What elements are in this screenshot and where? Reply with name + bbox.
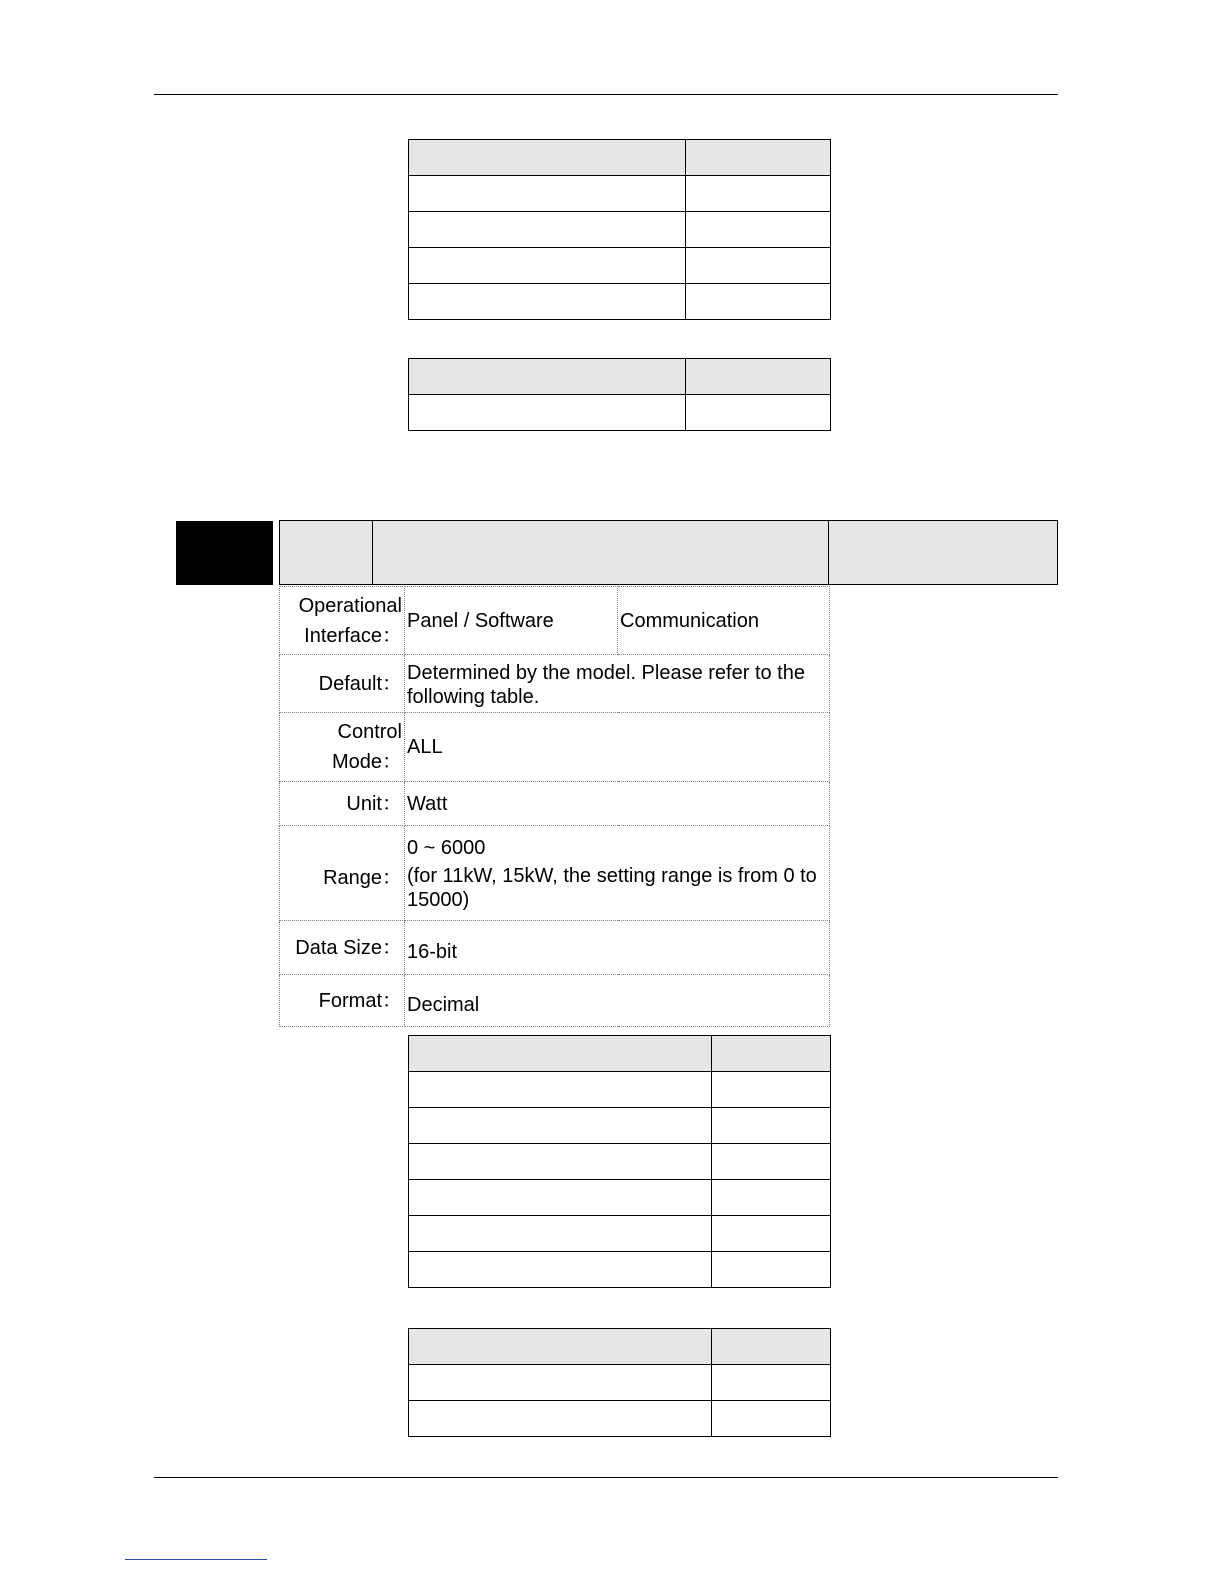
table-cell [712, 1216, 831, 1252]
label-line: Control [337, 721, 402, 743]
table-cell [712, 1329, 831, 1365]
table-header-row [409, 140, 831, 176]
table-cell [409, 359, 686, 395]
default-value: Determined by the model. Please refer to the following table. [405, 655, 830, 713]
default-label: Default： [280, 655, 405, 713]
table-cell [712, 1180, 831, 1216]
table-row [409, 1180, 831, 1216]
row-data-size [280, 921, 830, 975]
label-line: Operational [298, 594, 402, 617]
parameter-code-cell [280, 521, 373, 584]
table-header-row [409, 359, 831, 395]
table-cell [409, 1072, 712, 1108]
control-mode-value: ALL [405, 713, 830, 782]
row-operational-interface [280, 587, 830, 655]
label-line: Interface： [304, 624, 402, 647]
table-cell [712, 1072, 831, 1108]
table-cell [686, 176, 831, 212]
table-row [409, 1252, 831, 1288]
parameter-name-cell [373, 521, 829, 584]
row-format [280, 975, 830, 1027]
table-cell [409, 1252, 712, 1288]
table-cell [686, 248, 831, 284]
table-cell [686, 395, 831, 431]
parameter-properties [279, 586, 830, 1027]
table-cell [409, 284, 686, 320]
unit-value: Watt [405, 782, 830, 826]
table-cell [409, 1216, 712, 1252]
table-cell [686, 212, 831, 248]
table-cell [712, 1144, 831, 1180]
table-row [409, 1108, 831, 1144]
model-table-2 [408, 358, 831, 431]
table-cell [409, 140, 686, 176]
unit-label: Unit： [280, 782, 405, 826]
footer-link-underline[interactable] [125, 1559, 267, 1560]
table-cell [409, 1329, 712, 1365]
table-row [409, 248, 831, 284]
row-unit [280, 782, 830, 826]
table-row [409, 212, 831, 248]
table-cell [409, 1401, 712, 1437]
table-cell [409, 1144, 712, 1180]
table-cell [712, 1365, 831, 1401]
table-header-row [409, 1036, 831, 1072]
header-rule [154, 94, 1058, 95]
table-row [409, 176, 831, 212]
table-row [409, 395, 831, 431]
data-size-value: 16-bit [405, 921, 830, 975]
control-mode-label [280, 713, 405, 782]
model-table-4 [408, 1328, 831, 1437]
table-row [409, 1072, 831, 1108]
table-cell [409, 212, 686, 248]
table-cell [712, 1036, 831, 1072]
table-cell [409, 1365, 712, 1401]
interface-communication-value: Communication [618, 587, 830, 655]
table-cell [712, 1252, 831, 1288]
footer-rule [154, 1477, 1058, 1478]
table-cell [712, 1401, 831, 1437]
range-value: 0 ~ 6000 [407, 837, 486, 859]
range-value-cell [405, 826, 830, 921]
model-table-3 [408, 1035, 831, 1288]
table-cell [409, 1180, 712, 1216]
format-label: Format： [280, 975, 405, 1027]
table-cell [686, 359, 831, 395]
table-header-row [409, 1329, 831, 1365]
table-row [409, 1144, 831, 1180]
interface-panel-value: Panel / Software [405, 587, 618, 655]
table-row [409, 284, 831, 320]
table-cell [409, 1108, 712, 1144]
table-cell [686, 284, 831, 320]
table-cell [409, 1036, 712, 1072]
table-row [409, 1365, 831, 1401]
parameter-header [279, 520, 1058, 585]
table-cell [686, 140, 831, 176]
row-range [280, 826, 830, 921]
parameter-address-cell [829, 521, 1057, 584]
format-value: Decimal [405, 975, 830, 1027]
parameter-marker-block [176, 521, 273, 585]
table-row [409, 1216, 831, 1252]
table-cell [409, 176, 686, 212]
data-size-label: Data Size： [280, 921, 405, 975]
table-row [409, 1401, 831, 1437]
row-control-mode [280, 713, 830, 782]
table-cell [409, 248, 686, 284]
table-cell [409, 395, 686, 431]
table-cell [712, 1108, 831, 1144]
row-default [280, 655, 830, 713]
model-table-1 [408, 139, 831, 320]
range-label: Range： [280, 826, 405, 921]
operational-interface-label [280, 587, 405, 655]
label-line: Mode： [331, 751, 402, 773]
range-note: (for 11kW, 15kW, the setting range is from 0 to 15000) [407, 865, 817, 911]
